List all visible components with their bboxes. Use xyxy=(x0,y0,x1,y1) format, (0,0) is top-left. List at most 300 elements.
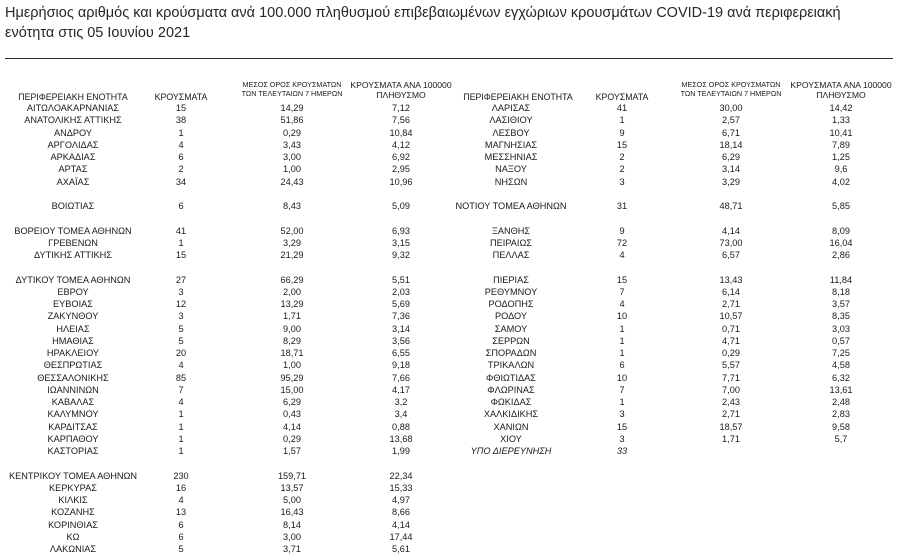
cases-cell: 15 xyxy=(616,139,628,150)
region-cell: ΦΛΩΡΙΝΑΣ xyxy=(487,384,535,395)
mean-7d-cell: 6,14 xyxy=(722,286,740,297)
per-100k-cell: 4,02 xyxy=(832,176,850,187)
cases-cell: 41 xyxy=(616,103,628,113)
per-100k-cell: 8,66 xyxy=(392,507,410,518)
cases-cell: 7 xyxy=(619,384,625,395)
mean-7d-cell: 2,71 xyxy=(722,409,740,420)
cases-cell: 6 xyxy=(619,360,625,371)
per-100k-cell: 6,92 xyxy=(392,152,410,162)
mean-7d-cell: 51,86 xyxy=(280,115,304,126)
cases-cell: 6 xyxy=(178,201,184,211)
region-cell: ΑΙΤΩΛΟΑΚΑΡΝΑΝΙΑΣ xyxy=(26,103,120,113)
mean-7d-cell: 2,00 xyxy=(283,286,301,297)
table-row xyxy=(445,274,887,286)
region-cell: ΧΙΟΥ xyxy=(500,433,522,444)
mean-7d-cell: 16,43 xyxy=(280,507,304,518)
region-cell: ΝΟΤΙΟΥ ΤΟΜΕΑ ΑΘΗΝΩΝ xyxy=(455,201,567,211)
mean-7d-cell: 13,29 xyxy=(280,299,304,309)
mean-7d-cell: 6,57 xyxy=(722,250,740,260)
region-cell: ΜΕΣΣΗΝΙΑΣ xyxy=(484,152,538,162)
table-row xyxy=(5,506,439,518)
cases-cell: 15 xyxy=(175,250,187,260)
cases-cell: 20 xyxy=(175,348,187,358)
table-row xyxy=(445,163,887,175)
per-100k-header-line-1: ΚΡΟΥΣΜΑΤΑ ΑΝΑ 100000 xyxy=(790,80,892,90)
mean-7d-cell: 9,00 xyxy=(283,323,301,334)
table-row xyxy=(5,372,439,384)
region-cell: ΣΕΡΡΩΝ xyxy=(492,335,530,346)
per-100k-cell: 10,41 xyxy=(829,127,853,138)
per-100k-cell: 9,6 xyxy=(834,164,848,175)
cases-cell: 1 xyxy=(619,323,625,334)
region-cell: ΔΥΤΙΚΗΣ ΑΤΤΙΚΗΣ xyxy=(34,250,112,260)
table-row xyxy=(5,433,439,445)
per-100k-cell: 1,99 xyxy=(392,446,410,456)
region-cell: ΛΑΚΩΝΙΑΣ xyxy=(49,544,97,554)
mean-7d-cell: 1,57 xyxy=(283,446,301,456)
region-cell: ΦΘΙΩΤΙΔΑΣ xyxy=(485,372,536,383)
per-100k-cell: 3,2 xyxy=(394,397,408,407)
region-cell: ΚΟΖΑΝΗΣ xyxy=(51,507,95,518)
cases-cell: 1 xyxy=(178,127,184,138)
cases-cell: 7 xyxy=(619,286,625,297)
mean-7d-header xyxy=(221,60,363,102)
table-row xyxy=(445,151,887,163)
per-100k-cell: 0,88 xyxy=(392,421,410,432)
cases-header-label: ΚΡΟΥΣΜΑΤΑ xyxy=(595,92,649,102)
group-spacer xyxy=(5,457,439,469)
cases-cell: 3 xyxy=(178,286,184,297)
table-row xyxy=(445,384,887,396)
per-100k-cell: 2,95 xyxy=(392,164,410,175)
table-row xyxy=(5,274,439,286)
table-row xyxy=(5,298,439,310)
table-row xyxy=(445,421,887,433)
region-cell: ΗΜΑΘΙΑΣ xyxy=(52,335,94,346)
table-row xyxy=(445,433,887,445)
table-row xyxy=(5,225,439,237)
cases-cell: 1 xyxy=(178,421,184,432)
mean-7d-cell: 18,14 xyxy=(719,139,743,150)
region-cell: ΛΑΡΙΣΑΣ xyxy=(491,103,531,113)
table-row xyxy=(445,372,887,384)
region-cell: ΠΕΙΡΑΙΩΣ xyxy=(490,237,532,248)
table-row xyxy=(5,310,439,322)
per-100k-cell: 7,66 xyxy=(392,372,410,383)
cases-cell: 3 xyxy=(178,311,184,322)
cases-cell: 7 xyxy=(178,384,184,395)
per-100k-cell: 1,25 xyxy=(832,152,850,162)
table-row xyxy=(5,249,439,261)
mean-7d-cell: 7,00 xyxy=(722,384,740,395)
region-cell: ΚΑΡΔΙΤΣΑΣ xyxy=(48,421,98,432)
cases-cell: 15 xyxy=(616,274,628,285)
per-100k-cell: 3,4 xyxy=(394,409,408,420)
mean-7d-cell: 159,71 xyxy=(277,470,307,481)
table-row xyxy=(445,225,887,237)
region-cell: ΒΟΙΩΤΙΑΣ xyxy=(51,201,95,211)
mean-7d-cell: 3,43 xyxy=(283,139,301,150)
mean-7d-cell: 52,00 xyxy=(280,225,304,236)
region-cell: ΑΡΓΟΛΙΔΑΣ xyxy=(47,139,99,150)
mean-7d-cell: 1,71 xyxy=(722,433,740,444)
region-cell: ΡΟΔΟΥ xyxy=(494,311,527,322)
table-row xyxy=(5,151,439,163)
table-row xyxy=(445,249,887,261)
per-100k-cell: 7,25 xyxy=(832,348,850,358)
mean-7d-cell: 3,29 xyxy=(283,237,301,248)
per-100k-cell: 3,56 xyxy=(392,335,410,346)
cases-cell: 2 xyxy=(619,164,625,175)
cases-cell: 1 xyxy=(178,433,184,444)
per-100k-cell: 8,35 xyxy=(832,311,850,322)
mean-7d-cell: 2,71 xyxy=(722,299,740,309)
table-row xyxy=(5,384,439,396)
cases-cell: 1 xyxy=(178,237,184,248)
table-row xyxy=(5,482,439,494)
table-row xyxy=(445,114,887,126)
region-cell: ΧΑΛΚΙΔΙΚΗΣ xyxy=(483,409,539,420)
page-title-line-2: ενότητα στις 05 Ιουνίου 2021 xyxy=(5,25,191,41)
mean-7d-cell: 0,43 xyxy=(283,409,301,420)
cases-cell: 230 xyxy=(173,470,189,481)
table-body xyxy=(5,102,439,555)
mean-7d-cell: 4,14 xyxy=(722,225,740,236)
region-cell: ΘΕΣΠΡΩΤΙΑΣ xyxy=(43,360,103,371)
region-cell: ΣΠΟΡΑΔΩΝ xyxy=(485,348,537,358)
per-100k-cell: 15,33 xyxy=(389,482,413,493)
cases-cell: 12 xyxy=(175,299,187,309)
under-investigation-row xyxy=(445,445,887,457)
cases-header-label: ΚΡΟΥΣΜΑΤΑ xyxy=(154,92,208,102)
cases-cell: 4 xyxy=(619,250,625,260)
cases-cell: 4 xyxy=(178,495,184,505)
table-row xyxy=(5,347,439,359)
table-row xyxy=(5,163,439,175)
per-100k-cell: 4,97 xyxy=(392,495,410,505)
cases-cell: 3 xyxy=(619,176,625,187)
mean-7d-cell xyxy=(667,445,795,457)
left-table xyxy=(5,60,452,555)
mean-7d-cell: 95,29 xyxy=(280,372,304,383)
per-100k-cell: 8,09 xyxy=(832,225,850,236)
cases-cell: 6 xyxy=(178,519,184,530)
mean-7d-header-line-1: ΜΕΣΟΣ ΟΡΟΣ ΚΡΟΥΣΜΑΤΩΝ xyxy=(242,80,342,89)
per-100k-cell: 5,85 xyxy=(832,201,850,211)
per-100k-cell: 8,18 xyxy=(832,286,850,297)
per-100k-cell: 4,12 xyxy=(392,139,410,150)
mean-7d-cell: 24,43 xyxy=(280,176,304,187)
cases-cell: 33 xyxy=(616,446,628,456)
table-row xyxy=(5,421,439,433)
mean-7d-header-line-2: ΤΩΝ ΤΕΛΕΥΤΑΙΩΝ 7 ΗΜΕΡΩΝ xyxy=(241,89,343,98)
region-cell: ΤΡΙΚΑΛΩΝ xyxy=(487,360,535,371)
per-100k-cell: 6,32 xyxy=(832,372,850,383)
mean-7d-cell: 1,71 xyxy=(283,311,301,322)
region-cell: ΚΑΛΥΜΝΟΥ xyxy=(47,409,99,420)
mean-7d-cell: 0,71 xyxy=(722,323,740,334)
mean-7d-cell: 3,71 xyxy=(283,544,301,554)
mean-7d-cell: 3,29 xyxy=(722,176,740,187)
table-row xyxy=(5,408,439,420)
region-cell: ΚΙΛΚΙΣ xyxy=(58,495,88,505)
mean-7d-cell: 0,29 xyxy=(283,433,301,444)
group-spacer xyxy=(445,261,887,273)
per-100k-cell: 4,58 xyxy=(832,360,850,371)
per-100k-cell: 14,42 xyxy=(829,103,853,113)
table-header-row xyxy=(445,60,892,102)
mean-7d-cell: 7,71 xyxy=(722,372,740,383)
cases-cell: 1 xyxy=(619,397,625,407)
table-row xyxy=(5,531,439,543)
per-100k-cell xyxy=(795,445,887,457)
per-100k-cell: 2,83 xyxy=(832,409,850,420)
table-row xyxy=(5,543,439,555)
region-header-label: ΠΕΡΙΦΕΡΕΙΑΚΗ ΕΝΟΤΗΤΑ xyxy=(18,92,128,102)
cases-cell: 1 xyxy=(619,348,625,358)
table-row xyxy=(5,359,439,371)
mean-7d-cell: 73,00 xyxy=(719,237,743,248)
cases-cell: 41 xyxy=(175,225,187,236)
region-cell: ΧΑΝΙΩΝ xyxy=(493,421,529,432)
table-row xyxy=(445,139,887,151)
mean-7d-cell: 30,00 xyxy=(719,103,743,113)
mean-7d-cell: 5,00 xyxy=(283,495,301,505)
cases-cell: 2 xyxy=(178,164,184,175)
region-cell: ΗΛΕΙΑΣ xyxy=(56,323,90,334)
table-row xyxy=(445,176,887,188)
mean-7d-cell: 0,29 xyxy=(722,348,740,358)
region-cell: ΕΒΡΟΥ xyxy=(57,286,89,297)
table-row xyxy=(5,494,439,506)
region-cell: ΑΧΑΪΑΣ xyxy=(56,176,90,187)
region-cell: ΓΡΕΒΕΝΩΝ xyxy=(48,237,98,248)
page-title-line-1: Ημερήσιος αριθμός και κρούσματα ανά 100.000 πληθυσμού επιβεβαιωμένων εγχώριων κρουσμάτων COVID-19 ανά περιφερειακή xyxy=(5,5,841,21)
table-row xyxy=(5,139,439,151)
per-100k-cell: 6,93 xyxy=(392,225,410,236)
cases-cell: 1 xyxy=(619,335,625,346)
per-100k-cell: 0,57 xyxy=(832,335,850,346)
mean-7d-cell: 6,29 xyxy=(722,152,740,162)
region-cell: ΞΑΝΘΗΣ xyxy=(491,225,531,236)
cases-cell: 5 xyxy=(178,335,184,346)
table-row xyxy=(5,323,439,335)
region-cell: ΚΩ xyxy=(66,531,80,542)
region-cell: ΑΡΤΑΣ xyxy=(58,164,88,175)
per-100k-header xyxy=(790,60,892,102)
cases-cell: 1 xyxy=(619,115,625,126)
region-header xyxy=(5,60,141,102)
cases-cell: 10 xyxy=(616,311,628,322)
region-cell: ΙΩΑΝΝΙΝΩΝ xyxy=(47,384,99,395)
per-100k-cell: 3,14 xyxy=(392,323,410,334)
mean-7d-cell: 8,14 xyxy=(283,519,301,530)
table-row xyxy=(5,176,439,188)
table-row xyxy=(5,102,439,114)
cases-cell: 85 xyxy=(175,372,187,383)
cases-cell: 6 xyxy=(178,531,184,542)
region-cell: ΦΩΚΙΔΑΣ xyxy=(490,397,532,407)
cases-cell: 13 xyxy=(175,507,187,518)
table-row xyxy=(445,335,887,347)
cases-cell: 27 xyxy=(175,274,187,285)
region-cell: ΑΡΚΑΔΙΑΣ xyxy=(50,152,96,162)
group-spacer xyxy=(445,188,887,200)
per-100k-header-line-2: ΠΛΗΘΥΣΜΟ xyxy=(816,90,866,100)
cases-cell: 1 xyxy=(178,409,184,420)
cases-cell: 3 xyxy=(619,433,625,444)
table-row xyxy=(445,237,887,249)
per-100k-cell: 16,04 xyxy=(829,237,853,248)
cases-cell: 4 xyxy=(178,397,184,407)
region-cell: ΘΕΣΣΑΛΟΝΙΚΗΣ xyxy=(37,372,109,383)
table-header-row xyxy=(5,60,452,102)
table-row xyxy=(445,127,887,139)
table-row xyxy=(5,127,439,139)
per-100k-header xyxy=(350,60,452,102)
cases-cell: 72 xyxy=(616,237,628,248)
region-cell: ΠΙΕΡΙΑΣ xyxy=(493,274,529,285)
per-100k-cell: 5,7 xyxy=(834,433,848,444)
page-title xyxy=(5,3,841,43)
cases-cell: 4 xyxy=(178,139,184,150)
per-100k-cell: 5,69 xyxy=(392,299,410,309)
mean-7d-cell: 1,00 xyxy=(283,164,301,175)
region-cell: ΔΥΤΙΚΟΥ ΤΟΜΕΑ ΑΘΗΝΩΝ xyxy=(15,274,131,285)
per-100k-cell: 3,57 xyxy=(832,299,850,309)
mean-7d-cell: 18,57 xyxy=(719,421,743,432)
group-spacer xyxy=(5,261,439,273)
region-cell: ΑΝΔΡΟΥ xyxy=(53,127,92,138)
table-row xyxy=(445,408,887,420)
mean-7d-header-line-2: ΤΩΝ ΤΕΛΕΥΤΑΙΩΝ 7 ΗΜΕΡΩΝ xyxy=(680,89,782,98)
region-cell: ΜΑΓΝΗΣΙΑΣ xyxy=(484,139,538,150)
mean-7d-cell: 0,29 xyxy=(283,127,301,138)
mean-7d-cell: 8,29 xyxy=(283,335,301,346)
region-cell: ΖΑΚΥΝΘΟΥ xyxy=(47,311,99,322)
mean-7d-cell: 3,14 xyxy=(722,164,740,175)
region-header-label: ΠΕΡΙΦΕΡΕΙΑΚΗ ΕΝΟΤΗΤΑ xyxy=(463,92,573,102)
table-row xyxy=(5,470,439,482)
per-100k-cell: 9,58 xyxy=(832,421,850,432)
table-row xyxy=(445,396,887,408)
table-row xyxy=(445,200,887,212)
mean-7d-cell: 6,29 xyxy=(283,397,301,407)
region-cell: ΒΟΡΕΙΟΥ ΤΟΜΕΑ ΑΘΗΝΩΝ xyxy=(14,225,132,236)
per-100k-cell: 3,03 xyxy=(832,323,850,334)
mean-7d-cell: 13,43 xyxy=(719,274,743,285)
table-row xyxy=(445,347,887,359)
per-100k-header-line-1: ΚΡΟΥΣΜΑΤΑ ΑΝΑ 100000 xyxy=(350,80,452,90)
per-100k-cell: 17,44 xyxy=(389,531,413,542)
per-100k-cell: 13,68 xyxy=(389,433,413,444)
table-row xyxy=(5,519,439,531)
region-cell: ΕΥΒΟΙΑΣ xyxy=(53,299,93,309)
region-cell: ΚΑΡΠΑΘΟΥ xyxy=(47,433,99,444)
mean-7d-cell: 4,14 xyxy=(283,421,301,432)
mean-7d-cell: 48,71 xyxy=(719,201,743,211)
table-row xyxy=(445,286,887,298)
table-row xyxy=(5,200,439,212)
region-cell: ΚΑΒΑΛΑΣ xyxy=(51,397,95,407)
per-100k-cell: 22,34 xyxy=(389,470,413,481)
per-100k-cell: 7,89 xyxy=(832,139,850,150)
mean-7d-cell: 1,00 xyxy=(283,360,301,371)
mean-7d-header-line-1: ΜΕΣΟΣ ΟΡΟΣ ΚΡΟΥΣΜΑΤΩΝ xyxy=(681,80,781,89)
region-cell: ΛΑΣΙΘΙΟΥ xyxy=(489,115,533,126)
per-100k-cell: 9,32 xyxy=(392,250,410,260)
region-cell: ΑΝΑΤΟΛΙΚΗΣ ΑΤΤΙΚΗΣ xyxy=(24,115,122,126)
right-table xyxy=(445,60,892,457)
per-100k-cell: 5,61 xyxy=(392,544,410,554)
mean-7d-cell: 13,57 xyxy=(280,482,304,493)
cases-cell: 6 xyxy=(178,152,184,162)
mean-7d-cell: 3,00 xyxy=(283,152,301,162)
mean-7d-cell: 8,43 xyxy=(283,201,301,211)
cases-cell: 5 xyxy=(178,323,184,334)
cases-header xyxy=(141,60,221,102)
per-100k-cell: 7,12 xyxy=(392,103,410,113)
cases-cell: 31 xyxy=(616,201,628,211)
region-cell: ΛΕΣΒΟΥ xyxy=(492,127,530,138)
mean-7d-cell: 2,57 xyxy=(722,115,740,126)
region-cell: ΚΟΡΙΝΘΙΑΣ xyxy=(48,519,98,530)
per-100k-cell: 4,17 xyxy=(392,384,410,395)
mean-7d-cell: 21,29 xyxy=(280,250,304,260)
table-row xyxy=(5,335,439,347)
table-body xyxy=(445,102,887,457)
mean-7d-cell: 6,71 xyxy=(722,127,740,138)
table-row xyxy=(5,237,439,249)
region-cell: ΥΠΟ ΔΙΕΡΕΥΝΗΣΗ xyxy=(470,446,552,456)
cases-cell: 1 xyxy=(178,446,184,456)
table-row xyxy=(445,298,887,310)
table-top-rule xyxy=(5,58,893,59)
mean-7d-cell: 18,71 xyxy=(280,348,304,358)
mean-7d-cell: 2,43 xyxy=(722,397,740,407)
region-cell: ΗΡΑΚΛΕΙΟΥ xyxy=(46,348,100,358)
per-100k-cell: 2,03 xyxy=(392,286,410,297)
cases-cell: 38 xyxy=(175,115,187,126)
per-100k-cell: 9,18 xyxy=(392,360,410,371)
cases-cell: 16 xyxy=(175,482,187,493)
per-100k-cell: 11,84 xyxy=(829,274,853,285)
per-100k-cell: 5,51 xyxy=(392,274,410,285)
per-100k-cell: 10,84 xyxy=(389,127,413,138)
region-cell: ΝΗΣΩΝ xyxy=(494,176,528,187)
region-cell: ΚΕΝΤΡΙΚΟΥ ΤΟΜΕΑ ΑΘΗΝΩΝ xyxy=(8,470,138,481)
cases-cell: 34 xyxy=(175,176,187,187)
cases-cell: 9 xyxy=(619,225,625,236)
cases-cell: 15 xyxy=(616,421,628,432)
per-100k-cell: 7,56 xyxy=(392,115,410,126)
per-100k-cell: 2,48 xyxy=(832,397,850,407)
region-header xyxy=(445,60,577,102)
mean-7d-cell: 4,71 xyxy=(722,335,740,346)
cases-cell: 4 xyxy=(619,299,625,309)
table-row xyxy=(445,310,887,322)
region-cell: ΚΑΣΤΟΡΙΑΣ xyxy=(47,446,99,456)
mean-7d-cell: 15,00 xyxy=(280,384,304,395)
per-100k-cell: 7,36 xyxy=(392,311,410,322)
region-cell: ΝΑΞΟΥ xyxy=(495,164,527,175)
region-cell: ΡΟΔΟΠΗΣ xyxy=(488,299,534,309)
mean-7d-cell: 10,57 xyxy=(719,311,743,322)
cases-cell: 3 xyxy=(619,409,625,420)
mean-7d-header xyxy=(667,60,795,102)
per-100k-cell: 6,55 xyxy=(392,348,410,358)
per-100k-cell: 5,09 xyxy=(392,201,410,211)
